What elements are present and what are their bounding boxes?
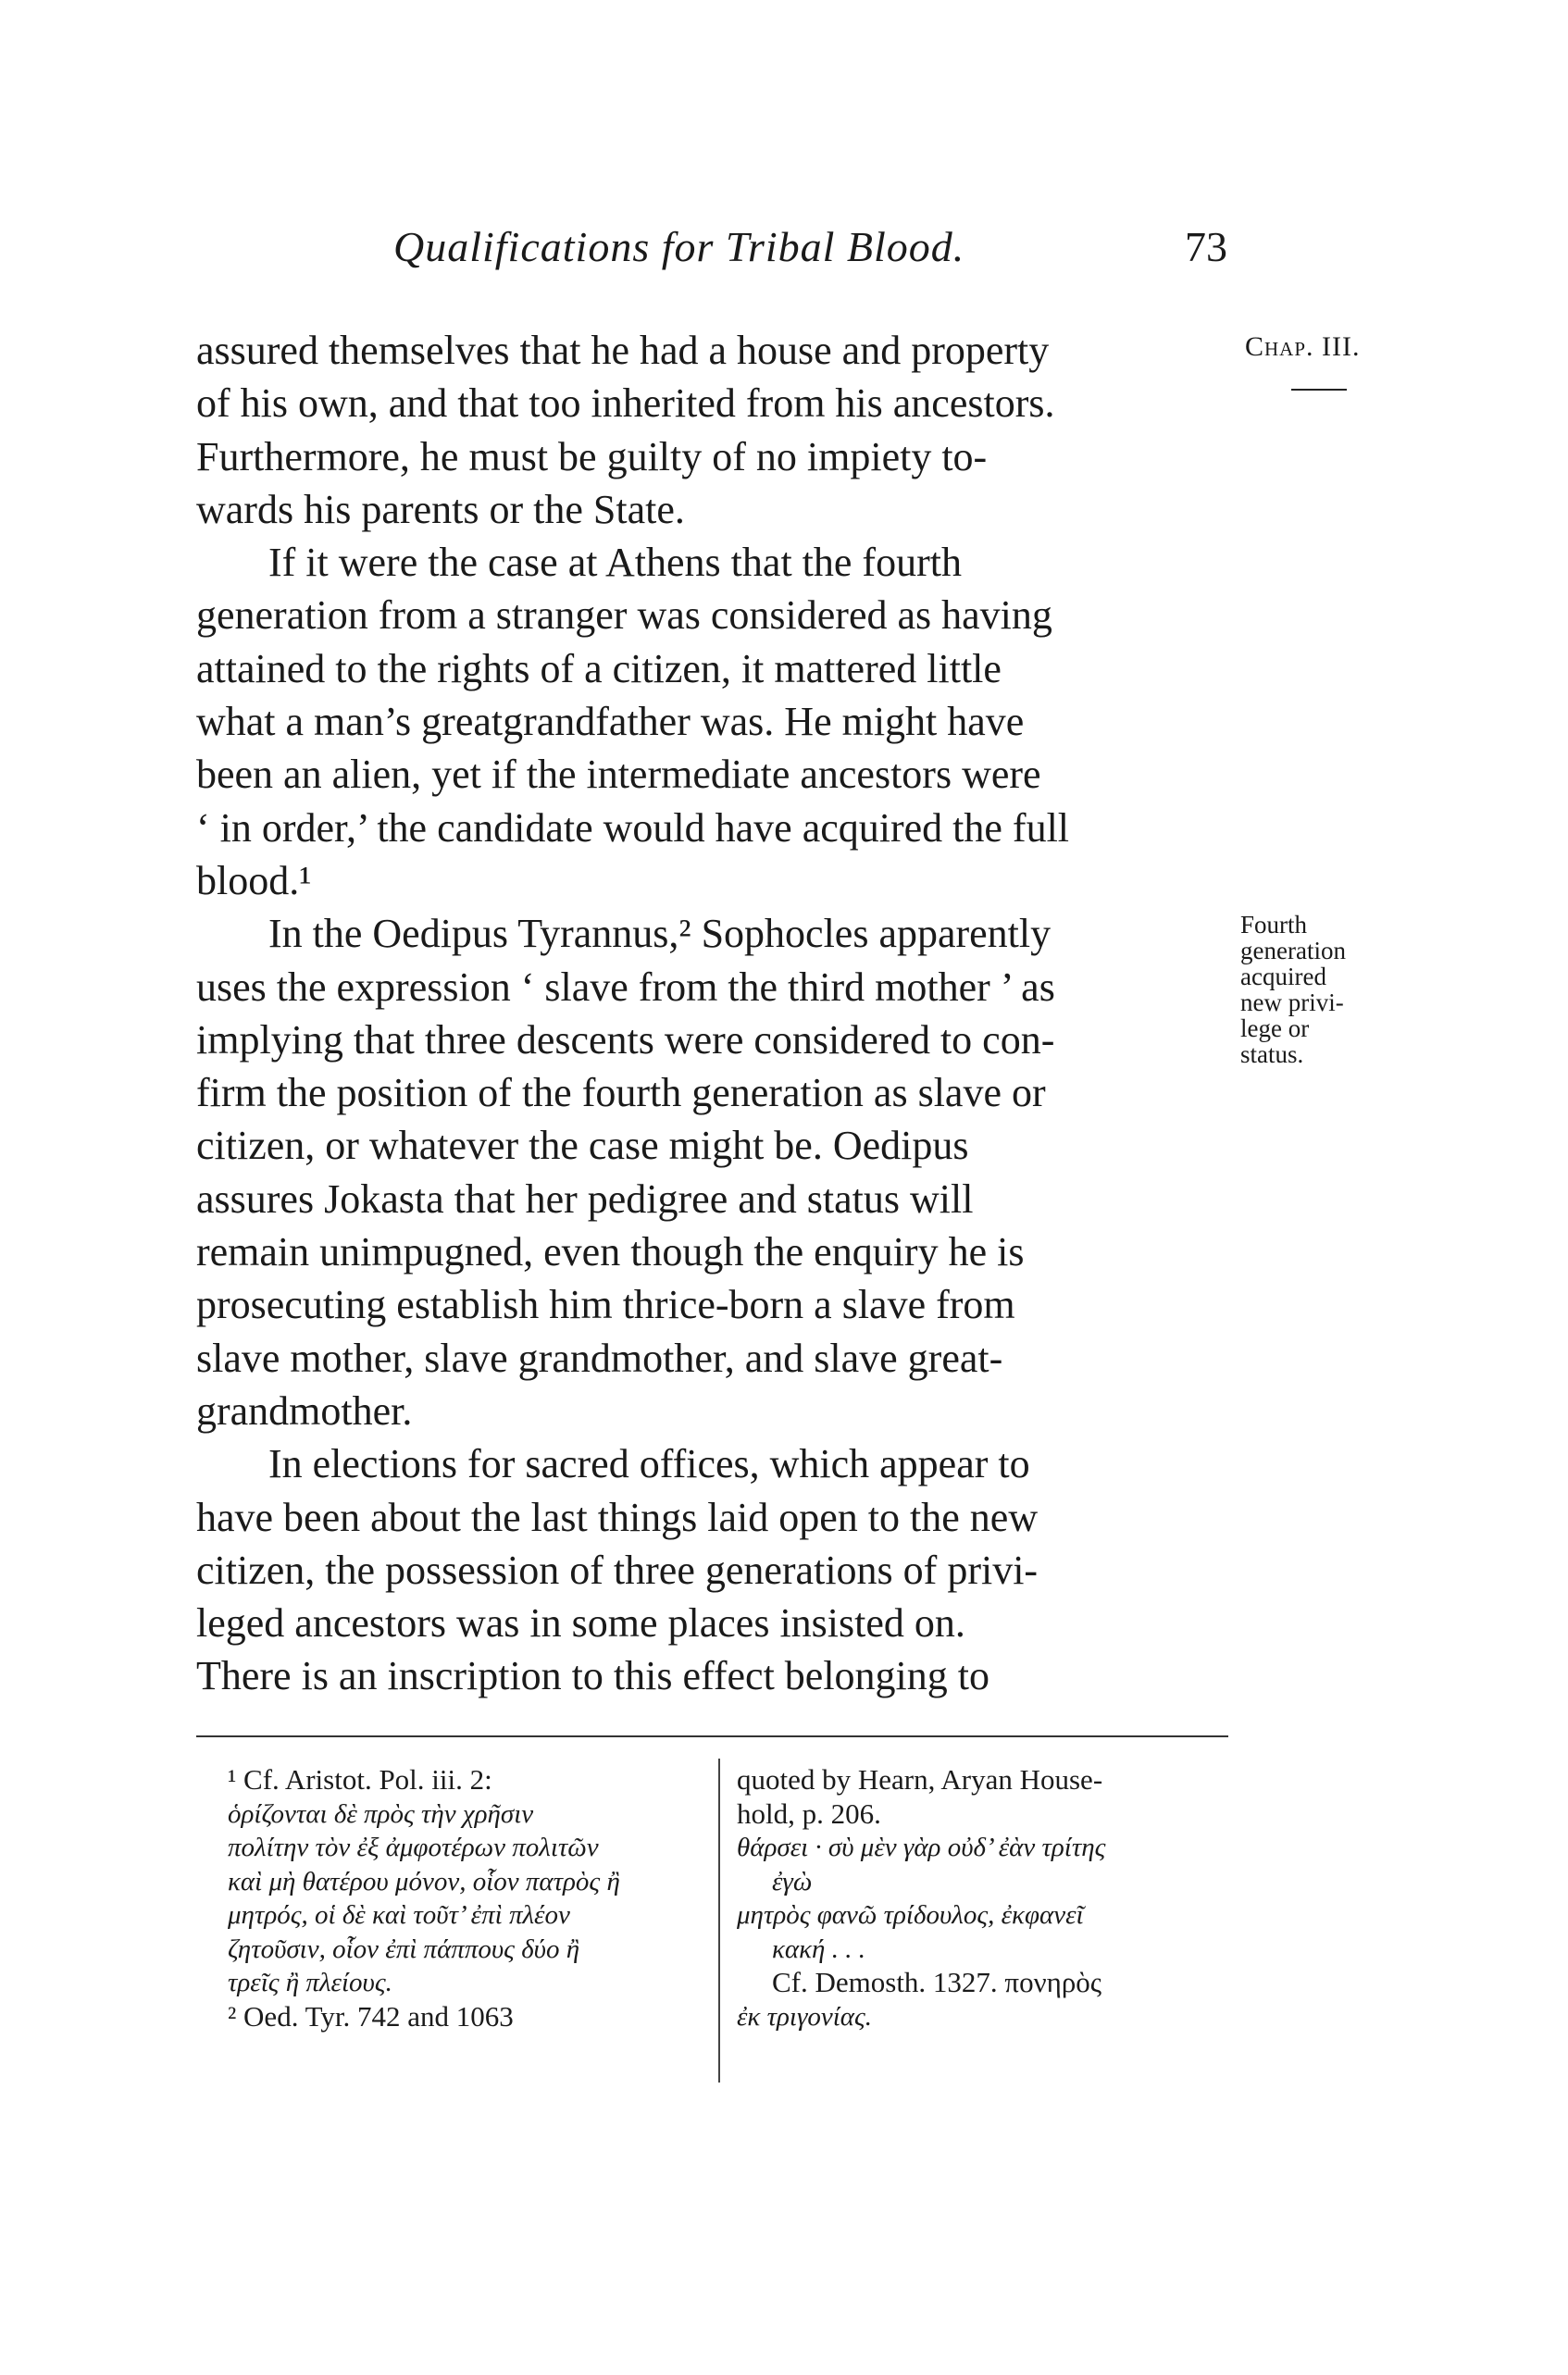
- text-line: prosecuting establish him thrice-born a slave from: [196, 1282, 1015, 1328]
- footnote-column-divider: [718, 1759, 720, 2083]
- page-number: 73: [1185, 223, 1227, 270]
- footnote-line: μητρὸς φανῶ τρίδουλος, ἐκφανεῖ: [737, 1900, 1084, 1930]
- footnote-line: ἐγὼ: [772, 1866, 813, 1896]
- sidenote-line: generation: [1240, 937, 1346, 964]
- text-line: remain unimpugned, even though the enquiry he is: [196, 1229, 1025, 1275]
- text-line: been an alien, yet if the intermediate ancestors were: [196, 752, 1041, 798]
- text-line: wards his parents or the State.: [196, 486, 685, 532]
- text-line: firm the position of the fourth generation as slave or: [196, 1070, 1046, 1116]
- text-line: citizen, the possession of three generations of privi-: [196, 1547, 1039, 1593]
- sidenote-line: lege or: [1240, 1014, 1310, 1042]
- footnote-line: ἐκ τριγονίας.: [737, 2001, 873, 2032]
- sidenote-line: acquired: [1240, 963, 1326, 990]
- running-title: Qualifications for Tribal Blood.: [393, 223, 965, 270]
- text-line: citizen, or whatever the case might be. Oedipus: [196, 1123, 969, 1169]
- body-text: [196, 324, 1228, 1703]
- text-line: have been about the last things laid open to the new: [196, 1494, 1039, 1540]
- text-line: If it were the case at Athens that the fourth: [268, 540, 962, 586]
- text-line: grandmother.: [196, 1387, 413, 1434]
- footnotes-right-column: [737, 1763, 1228, 2033]
- chapter-marker: Chap. III.: [1245, 331, 1361, 362]
- text-line: In the Oedipus Tyrannus,² Sophocles apparently: [268, 911, 1052, 957]
- sidenote-line: status.: [1240, 1040, 1304, 1068]
- text-line: implying that three descents were considered to con-: [196, 1016, 1055, 1063]
- text-line: leged ancestors was in some places insisted on.: [196, 1600, 965, 1647]
- footnote-line: ὁρίζονται δὲ πρὸς τὴν χρῆσιν: [228, 1798, 534, 1829]
- sidenote-line: Fourth: [1240, 911, 1308, 939]
- text-line: uses the expression ‘ slave from the third mother ’ as: [196, 964, 1055, 1010]
- footnote-line: πολίτην τὸν ἐξ ἀμφοτέρων πολιτῶν: [228, 1833, 599, 1862]
- footnotes-left-column: [228, 1763, 700, 2033]
- text-line: what a man’s greatgrandfather was. He might have: [196, 699, 1025, 745]
- footnote-line: κακή . . .: [772, 1934, 865, 1964]
- footnote-line: ² Oed. Tyr. 742 and 1063: [228, 1999, 514, 2033]
- footnote-line: θάρσει · σὺ μὲν γὰρ οὐδ’ ἐὰν τρίτης: [737, 1833, 1106, 1862]
- footnote-line: Cf. Demosth. 1327. πονηρὸς: [772, 1966, 1102, 1998]
- footnote-line: καὶ μὴ θατέρου μόνον, οἷον πατρὸς ἢ: [228, 1866, 620, 1896]
- text-line: Furthermore, he must be guilty of no impiety to-: [196, 433, 988, 479]
- text-line: of his own, and that too inherited from his ancestors.: [196, 380, 1055, 427]
- text-line: There is an inscription to this effect belonging to: [196, 1653, 989, 1699]
- page-header: [0, 222, 1568, 287]
- footnote-line: τρεῖς ἢ πλείους.: [228, 1968, 392, 1997]
- text-line: In elections for sacred offices, which appear to: [268, 1441, 1030, 1487]
- text-line: assured themselves that he had a house and property: [196, 328, 1050, 373]
- margin-sidenote: [1240, 912, 1398, 1067]
- sidenote-line: new privi-: [1240, 989, 1344, 1016]
- text-line: attained to the rights of a citizen, it mattered little: [196, 645, 1002, 691]
- footnote-line: μητρός, οἱ δὲ καὶ τοῦτ’ ἐπὶ πλέον: [228, 1900, 570, 1930]
- footnote-line: hold, p. 206.: [737, 1797, 881, 1830]
- text-line: generation from a stranger was considered as having: [196, 592, 1052, 639]
- chapter-marker-rule: [1291, 389, 1347, 391]
- text-line: ‘ in order,’ the candidate would have acquired the full: [196, 804, 1070, 851]
- footnote-line: ¹ Cf. Aristot. Pol. iii. 2:: [228, 1763, 492, 1796]
- footnote-line: ζητοῦσιν, οἷον ἐπὶ πάππους δύο ἢ: [228, 1934, 580, 1964]
- text-line: slave mother, slave grandmother, and slave great-: [196, 1335, 1003, 1381]
- text-line: assures Jokasta that her pedigree and status will: [196, 1175, 974, 1222]
- text-line: blood.¹: [196, 857, 312, 903]
- footnote-line: quoted by Hearn, Aryan House-: [737, 1763, 1103, 1796]
- footnote-rule: [196, 1735, 1228, 1737]
